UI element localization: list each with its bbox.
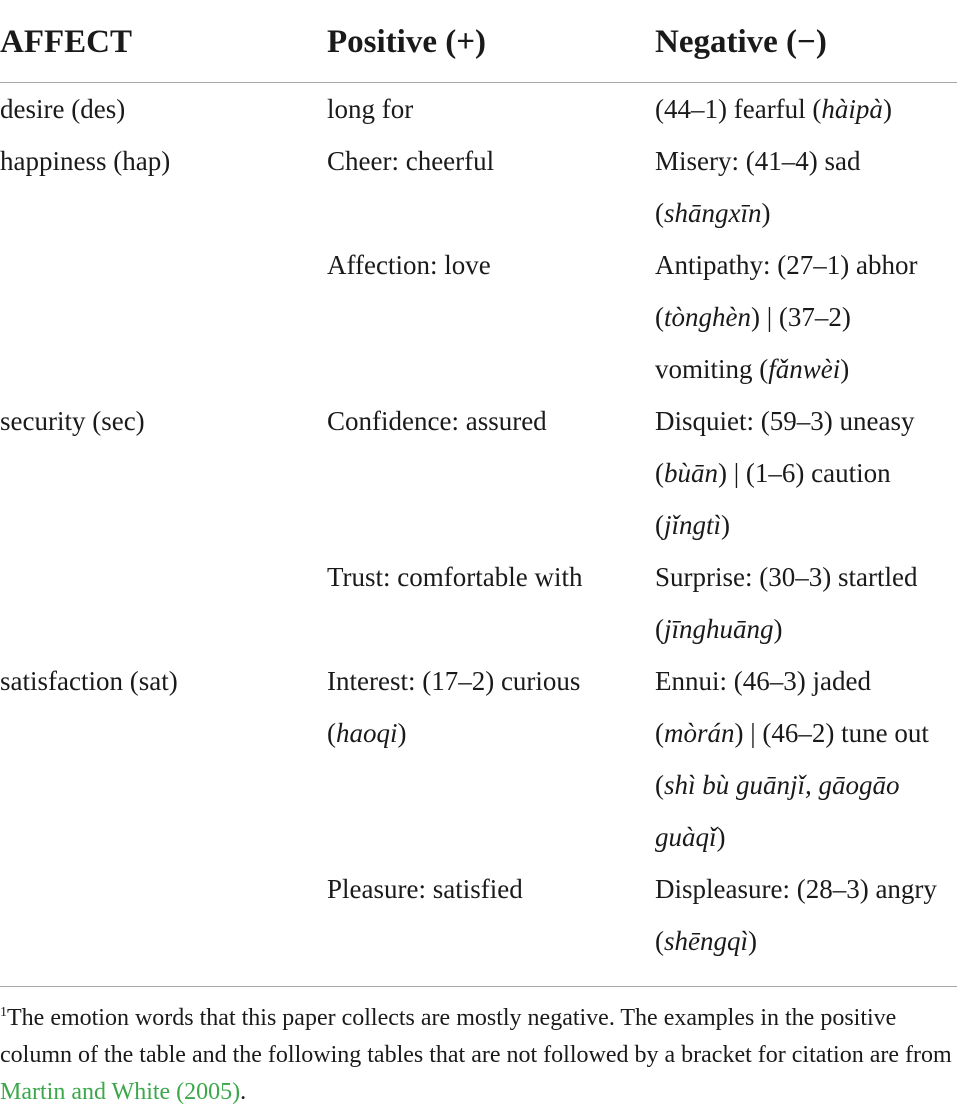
pinyin-term: haoqi (336, 718, 398, 748)
cell-positive (327, 395, 547, 447)
cell-line (655, 811, 929, 863)
cell-line: Cheer: cheerful (327, 146, 495, 176)
pinyin-term: shēngqì (664, 926, 748, 956)
cell-line: long for (327, 94, 414, 124)
cell-positive (327, 135, 494, 187)
pinyin-term: fǎnwèi (768, 354, 841, 384)
text-segment: ( (327, 718, 336, 748)
text-segment: ) (748, 926, 757, 956)
cell-line (655, 343, 917, 395)
cell-line: Confidence: assured (327, 406, 547, 436)
cell-line (655, 603, 917, 655)
text-segment: ( (655, 302, 664, 332)
footnote-text: The emotion words that this paper collects are mostly negative. The examples in the positive column of the table and the following tables that are not followed by a bracket for citation are from (0, 1005, 952, 1068)
cell-line (655, 863, 937, 915)
cell-negative (655, 863, 937, 967)
cell-affect: happiness (hap) (0, 146, 171, 176)
pinyin-term: bùān (664, 458, 718, 488)
header-positive: Positive (+) (327, 24, 487, 60)
cell-line: Affection: love (327, 250, 491, 280)
text-segment: ) (397, 718, 407, 748)
footnote (0, 1000, 957, 1111)
cell-line (655, 135, 860, 187)
text-segment: vomiting ( (655, 354, 769, 384)
cell-negative (655, 655, 929, 863)
cell-line (327, 707, 580, 759)
text-segment: Disquiet: (59–3) uneasy (655, 406, 915, 436)
citation-link[interactable]: Martin and White (2005) (0, 1079, 241, 1105)
text-segment: ( (655, 926, 664, 956)
cell-negative (655, 239, 917, 395)
text-segment: ) | (1–6) caution (718, 458, 891, 488)
cell-negative (655, 551, 917, 655)
cell-line (655, 915, 937, 967)
cell-line (655, 499, 914, 551)
pinyin-term: jǐngtì (664, 510, 722, 540)
pinyin-term: guàqǐ (655, 822, 717, 852)
text-segment: ( (655, 770, 664, 800)
text-segment: ) | (37–2) (751, 302, 851, 332)
pinyin-term: hàipà (821, 94, 883, 124)
footnote-end: . (240, 1079, 247, 1105)
cell-line (655, 291, 917, 343)
cell-positive (327, 239, 491, 291)
text-segment: Surprise: (30–3) startled (655, 562, 918, 592)
text-segment: Ennui: (46–3) jaded (655, 666, 871, 696)
text-segment: Antipathy: (27–1) abhor (655, 250, 918, 280)
table-bottom-rule (0, 986, 957, 987)
text-segment: ( (655, 614, 664, 644)
cell-negative (655, 395, 914, 551)
cell-positive (327, 863, 523, 915)
pinyin-term: mòrán (664, 718, 735, 748)
header-affect: AFFECT (0, 24, 132, 60)
cell-positive (327, 551, 583, 603)
text-segment: Displeasure: (28–3) angry (655, 874, 937, 904)
cell-line: Pleasure: satisfied (327, 874, 523, 904)
cell-negative (655, 83, 892, 135)
cell-line (327, 655, 580, 707)
pinyin-term: shāngxīn (664, 198, 762, 228)
text-segment: Interest: (17–2) curious (327, 666, 581, 696)
cell-line (655, 239, 917, 291)
pinyin-term: tònghèn (664, 302, 751, 332)
text-segment: ) (773, 614, 783, 644)
cell-positive (327, 83, 413, 135)
text-segment: ( (655, 510, 664, 540)
cell-line: Trust: comfortable with (327, 562, 583, 592)
cell-line (655, 707, 929, 759)
cell-negative (655, 135, 860, 239)
cell-affect: satisfaction (sat) (0, 666, 178, 696)
text-segment: ) (721, 510, 731, 540)
cell-line (655, 655, 929, 707)
text-segment: ) (716, 822, 726, 852)
cell-line (655, 759, 929, 811)
footnote-marker: 1 (0, 1005, 7, 1020)
pinyin-term: jīnghuāng (664, 614, 774, 644)
text-segment: ( (655, 718, 664, 748)
text-segment: ) (882, 94, 892, 124)
cell-affect: desire (des) (0, 94, 126, 124)
cell-line (655, 187, 860, 239)
text-segment: ) | (46–2) tune out (734, 718, 929, 748)
cell-affect: security (sec) (0, 406, 145, 436)
text-segment: ) (840, 354, 850, 384)
text-segment: ( (655, 458, 664, 488)
pinyin-term: shì bù guānjǐ, gāogāo (664, 770, 900, 800)
text-segment: ) (761, 198, 771, 228)
cell-line (655, 447, 914, 499)
table-header-row (0, 0, 957, 83)
text-segment: Misery: (41–4) sad (655, 146, 861, 176)
cell-line (655, 395, 914, 447)
header-negative: Negative (−) (655, 24, 827, 60)
cell-line (655, 551, 917, 603)
cell-positive (327, 655, 580, 759)
text-segment: ( (655, 198, 664, 228)
cell-line (655, 83, 892, 135)
text-segment: (44–1) fearful ( (655, 94, 822, 124)
